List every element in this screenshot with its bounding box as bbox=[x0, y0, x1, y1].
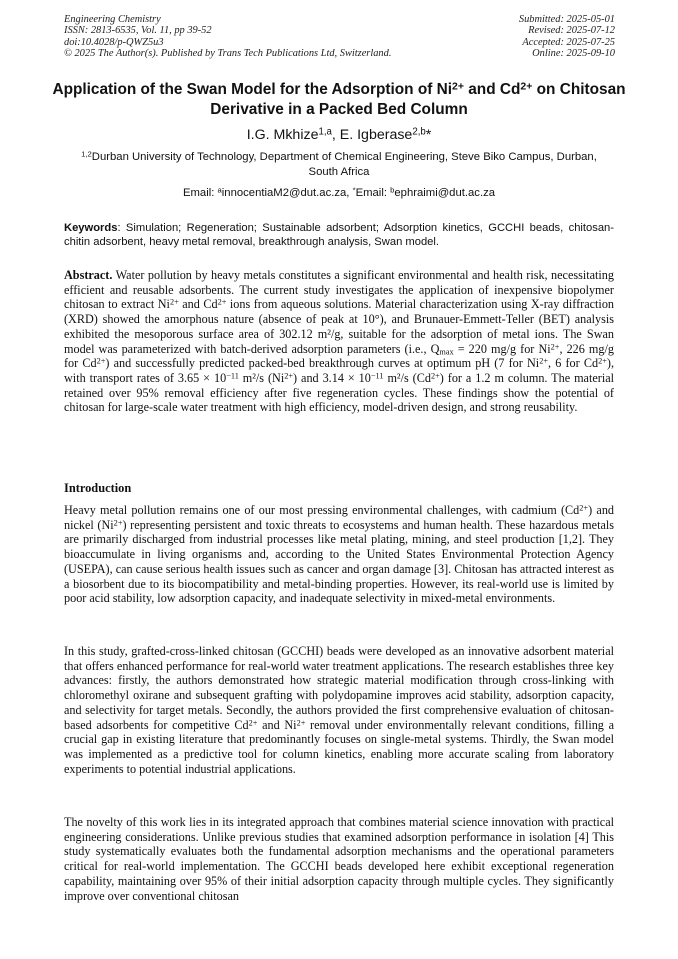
publication-dates bbox=[519, 14, 615, 60]
keywords-block bbox=[64, 221, 614, 250]
journal-name: Engineering Chemistry bbox=[64, 14, 161, 25]
paper-title: Application of the Swan Model for the Adsorption of $Ni^{2+}$ and $Cd^{2+}$ on Chitosan Derivative in a Packed Bed Column bbox=[52, 81, 626, 118]
online-date: Online: 2025-09-10 bbox=[532, 48, 615, 60]
intro-paragraph-1: Heavy metal pollution remains one of our most pressing environmental challenges, with cadmium $(Cd^{2+})$ and nickel $(Ni^{2+})$ representing persistent and toxic threats to ecosystems and human health. These hazardous metals are primarily discharged from industrial processes like metal plating, mining, and steel production [1,2]. They bioaccumulate in living organisms and, according to the United States Environmental Protection Agency (USEPA), can cause serious health issues such as cancer and organ damage [3]. Chitosan has attracted interest as a biosorbent due to its biocompatibility and metal-binding properties. However, its real-world use is limited by poor acid stability, low adsorption capacity, and inadequate selectivity in mixed-metal environments. bbox=[64, 503, 615, 606]
keywords-label: Keywords bbox=[64, 222, 118, 234]
email-link-a[interactable]: innocentiaM2@dut.ac.za bbox=[221, 187, 347, 199]
section-heading-introduction: Introduction bbox=[64, 481, 132, 495]
author-1: I.G. Mkhize bbox=[246, 127, 319, 143]
abstract-paragraph: Abstract. Water pollution by heavy metals constitutes a significant environmental and health risk, necessitating efficient and reusable adsorbents. The current study investigates the application of inexpensive biopolymer chitosan to extract $Ni^{2+}$ and $Cd^{2+}$ ions from aqueous solutions. Material characterization using X-ray diffraction (XRD) showed the amorphous nature (absence of peak at 10°), and Brunauer-Emmett-Teller (BET) analysis exhibited the mesoporous surface area of 302.12 m²/g, suitable for the adsorption of metal ions. The Swan model was parameterized with batch-derived adsorption parameters (i.e., $Q_{max} = 220$ mg/g for $Ni^{2+}$, 226 mg/g for $Cd^{2+}$) and successfully predicted packed-bed breakthrough curves at optimum pH (7 for $Ni^{2+}$, 6 for $Cd^{2+}$), with transport rates of $3.65 \times 10^{-11}$ m²/s $(Ni^{2+})$ and $3.14 \times 10^{-11}$ m²/s $(Cd^{2+})$ for a 1.2 m column. The material retained over 95% removal efficiency after five regeneration cycles. These findings show the potential of chitosan for large-scale water treatment with high efficiency, model-driven design, and strong reusability. bbox=[64, 268, 615, 415]
revised-date: Revised: 2025-07-12 bbox=[528, 25, 615, 37]
doi-line: doi:10.4028/p-QWZ5u3 bbox=[64, 36, 164, 48]
issn-line: ISSN: 2813-6535, Vol. 11, pp 39-52 bbox=[64, 25, 212, 37]
intro-paragraph-2: In this study, grafted-cross-linked chitosan (GCCHI) beads were developed as an innovative adsorbent material that offers enhanced performance for real-world water treatment applications. The research establishes three key advances: firstly, the authors demonstrated how strategic material modification through cross-linking with chloromethyl oxirane and subsequent grafting with polydopamine improves acid stability, adsorption capacity, and selectivity for target metals. Secondly, the authors provided the first comprehensive evaluation of chitosan-based adsorbents for competitive $Cd^{2+}$ and $Ni^{2+}$ removal under environmentally relevant conditions, filling a crucial gap in existing literature that predominantly focuses on single-metal systems. Thirdly, the Swan model was implemented as a predictive tool for column kinetics, enabling more accurate scaling from laboratory experiments to potential industrial applications. bbox=[64, 644, 614, 776]
intro-paragraph-3: The novelty of this work lies in its integrated approach that combines material science innovation with practical engineering considerations. Unlike previous studies that examined adsorption performance in isolation [4] This study systematically evaluates both the fundamental adsorption mechanisms and the operational parameters critical for real-world implementation. The GCCHI beads developed here exhibit exceptional regeneration capability, maintaining over 95% of their initial adsorption capacity through multiple cycles. They significantly improve over conventional chitosan bbox=[64, 815, 614, 903]
abstract-label: Abstract. bbox=[64, 268, 113, 282]
author-2: E. Igberase bbox=[339, 127, 413, 143]
copyright-line: © 2025 The Author(s). Published by Trans Tech Publications Ltd, Switzerland. bbox=[64, 48, 392, 60]
email-link-b[interactable]: ephraimi@dut.ac.za bbox=[394, 187, 496, 199]
keywords-text: : Simulation; Regeneration; Sustainable adsorbent; Adsorption kinetics, GCCHI beads, chitosan-chitin adsorbent, heavy metal removal, breakthrough analysis, Swan model. bbox=[64, 222, 614, 249]
submitted-date: Submitted: 2025-05-01 bbox=[518, 14, 615, 25]
journal-info bbox=[64, 14, 391, 60]
accepted-date: Accepted: 2025-07-25 bbox=[522, 36, 615, 48]
author-list: I.G. Mkhize$^{1,a}$, E. Igberase$^{2,b}$* bbox=[246, 126, 432, 143]
email-line: Email: $^a$innocentiaM2@dut.ac.za, *Email: $^b$ephraimi@dut.ac.za bbox=[182, 185, 496, 199]
affiliation: $^{1,2}$Durban University of Technology, Department of Chemical Engineering, Steve Biko Campus, Durban, South Africa bbox=[81, 149, 597, 178]
